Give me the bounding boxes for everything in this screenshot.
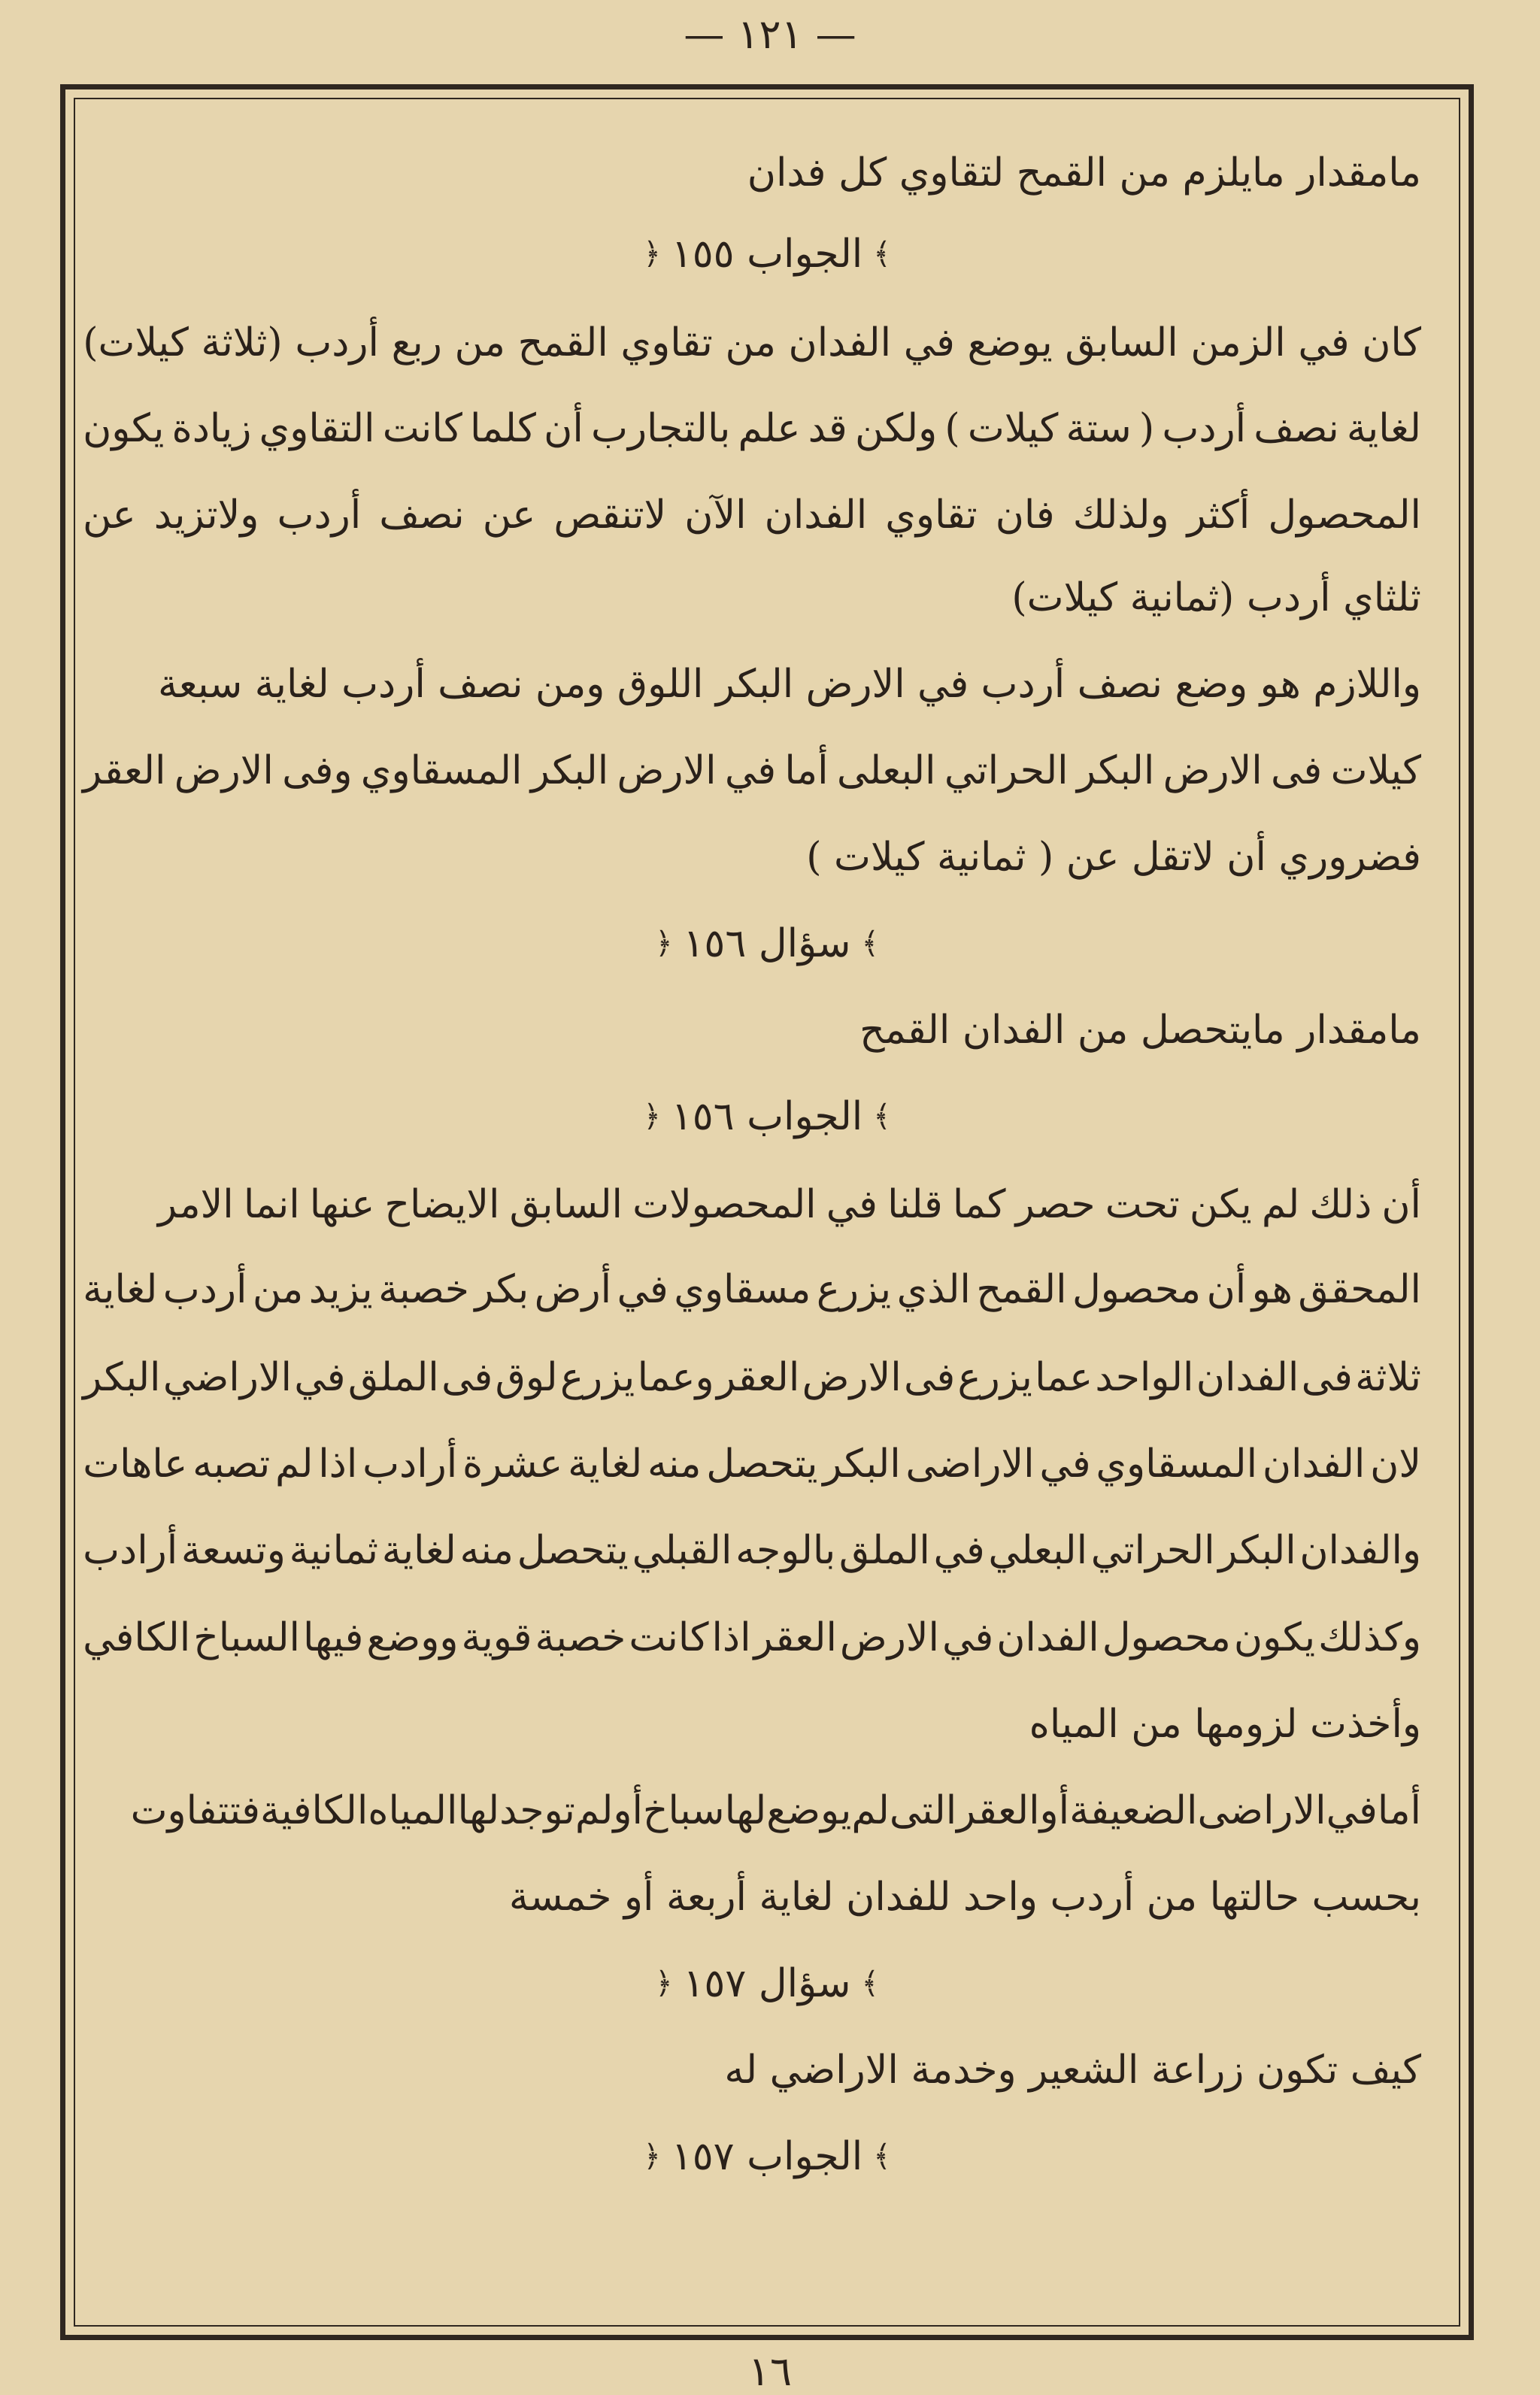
section-heading [90,1079,1444,1154]
body-text-line: واللازم هو وضع نصف أردب في الارض البكر اللوق ومن نصف أردب لغاية سبعة [158,661,1421,707]
body-text-line: المحقق هو أن محصول القمح الذي يزرع مسقاوي في أرض بكر خصبة يزيد من أردب لغاية [83,1266,1421,1312]
body-text-line: ثلاثة فى الفدان الواحد عما يزرع فى الارض العقر وعما يزرع لوق فى الملق في الاراضي البكر [83,1354,1421,1400]
body-text-line: لان الفدان المسقاوي في الاراضى البكر يتحصل منه لغاية عشرة أرادب اذا لم تصبه عاهات [83,1441,1421,1487]
body-text-line: بحسب حالتها من أردب واحد للفدان لغاية أربعة أو خمسة [508,1874,1421,1920]
section-heading [90,2119,1444,2194]
heading-text: الجواب ١٥٧ [671,2133,863,2179]
body-text-line: مامقدار مايلزم من القمح لتقاوي كل فدان [747,150,1421,196]
ornament-bracket: ﴿ [643,237,661,271]
ornament-bracket: ﴿ [655,926,673,961]
ornament-bracket: ﴿ [655,1966,673,2001]
ornament-bracket: ﴾ [861,926,879,961]
page-number: — ١٢١ — [684,11,856,58]
heading-text: الجواب ١٥٦ [671,1093,863,1139]
body-text-line: كيف تكون زراعة الشعير وخدمة الاراضي له [724,2047,1421,2093]
body-text-line: كان في الزمن السابق يوضع في الفدان من تقاوي القمح من ربع أردب (ثلاثة كيلات) [83,320,1421,365]
body-text-line: وكذلك يكون محصول الفدان في الارض العقر اذا كانت خصبة قوية ووضع فيها السباخ الكافي [83,1614,1421,1660]
body-text-line: أما في الاراضى الضعيفة أو العقر التى لم يوضع لها سباخ أو لم توجد لها المياه الكافية فتتفاوت [130,1787,1421,1833]
body-text-line: ثلثاي أردب (ثمانية كيلات) [1011,574,1421,620]
body-text-line: فضروري أن لاتقل عن ( ثمانية كيلات ) [806,834,1421,880]
ornament-bracket: ﴾ [873,1099,891,1134]
ornament-bracket: ﴾ [873,2139,891,2174]
heading-text: الجواب ١٥٥ [671,231,863,277]
body-text-line: لغاية نصف أردب ( ستة كيلات ) ولكن قد علم بالتجارب أن كلما كانت التقاوي زيادة يكون [83,405,1421,451]
body-text-line: أن ذلك لم يكن تحت حصر كما قلنا في المحصولات السابق الايضاح عنها انما الامر [158,1181,1421,1227]
section-heading [90,1946,1444,2021]
page-body [83,120,1444,2316]
body-text-line: المحصول أكثر ولذلك فان تقاوي الفدان الآن لاتنقص عن نصف أردب ولاتزيد عن [83,492,1421,538]
heading-text: سؤال ١٥٦ [683,920,851,966]
section-heading [90,906,1444,981]
body-text-line: كيلات فى الارض البكر الحراتي البعلى أما في الارض البكر المسقاوي وفى الارض العقر [83,747,1421,793]
body-text-line: والفدان البكر الحراتي البعلي في الملق بالوجه القبلي يتحصل منه لغاية ثمانية وتسعة أرادب [83,1527,1421,1573]
ornament-bracket: ﴿ [643,2139,661,2174]
ornament-bracket: ﴿ [643,1099,661,1134]
body-text-line: مامقدار مايتحصل من الفدان القمح [859,1007,1421,1053]
heading-text: سؤال ١٥٧ [683,1960,851,2006]
ornament-bracket: ﴾ [873,237,891,271]
section-heading [90,217,1444,292]
signature-mark: ١٦ [747,2348,792,2395]
ornament-bracket: ﴾ [861,1966,879,2001]
body-text-line: وأخذت لزومها من المياه [1029,1701,1421,1747]
